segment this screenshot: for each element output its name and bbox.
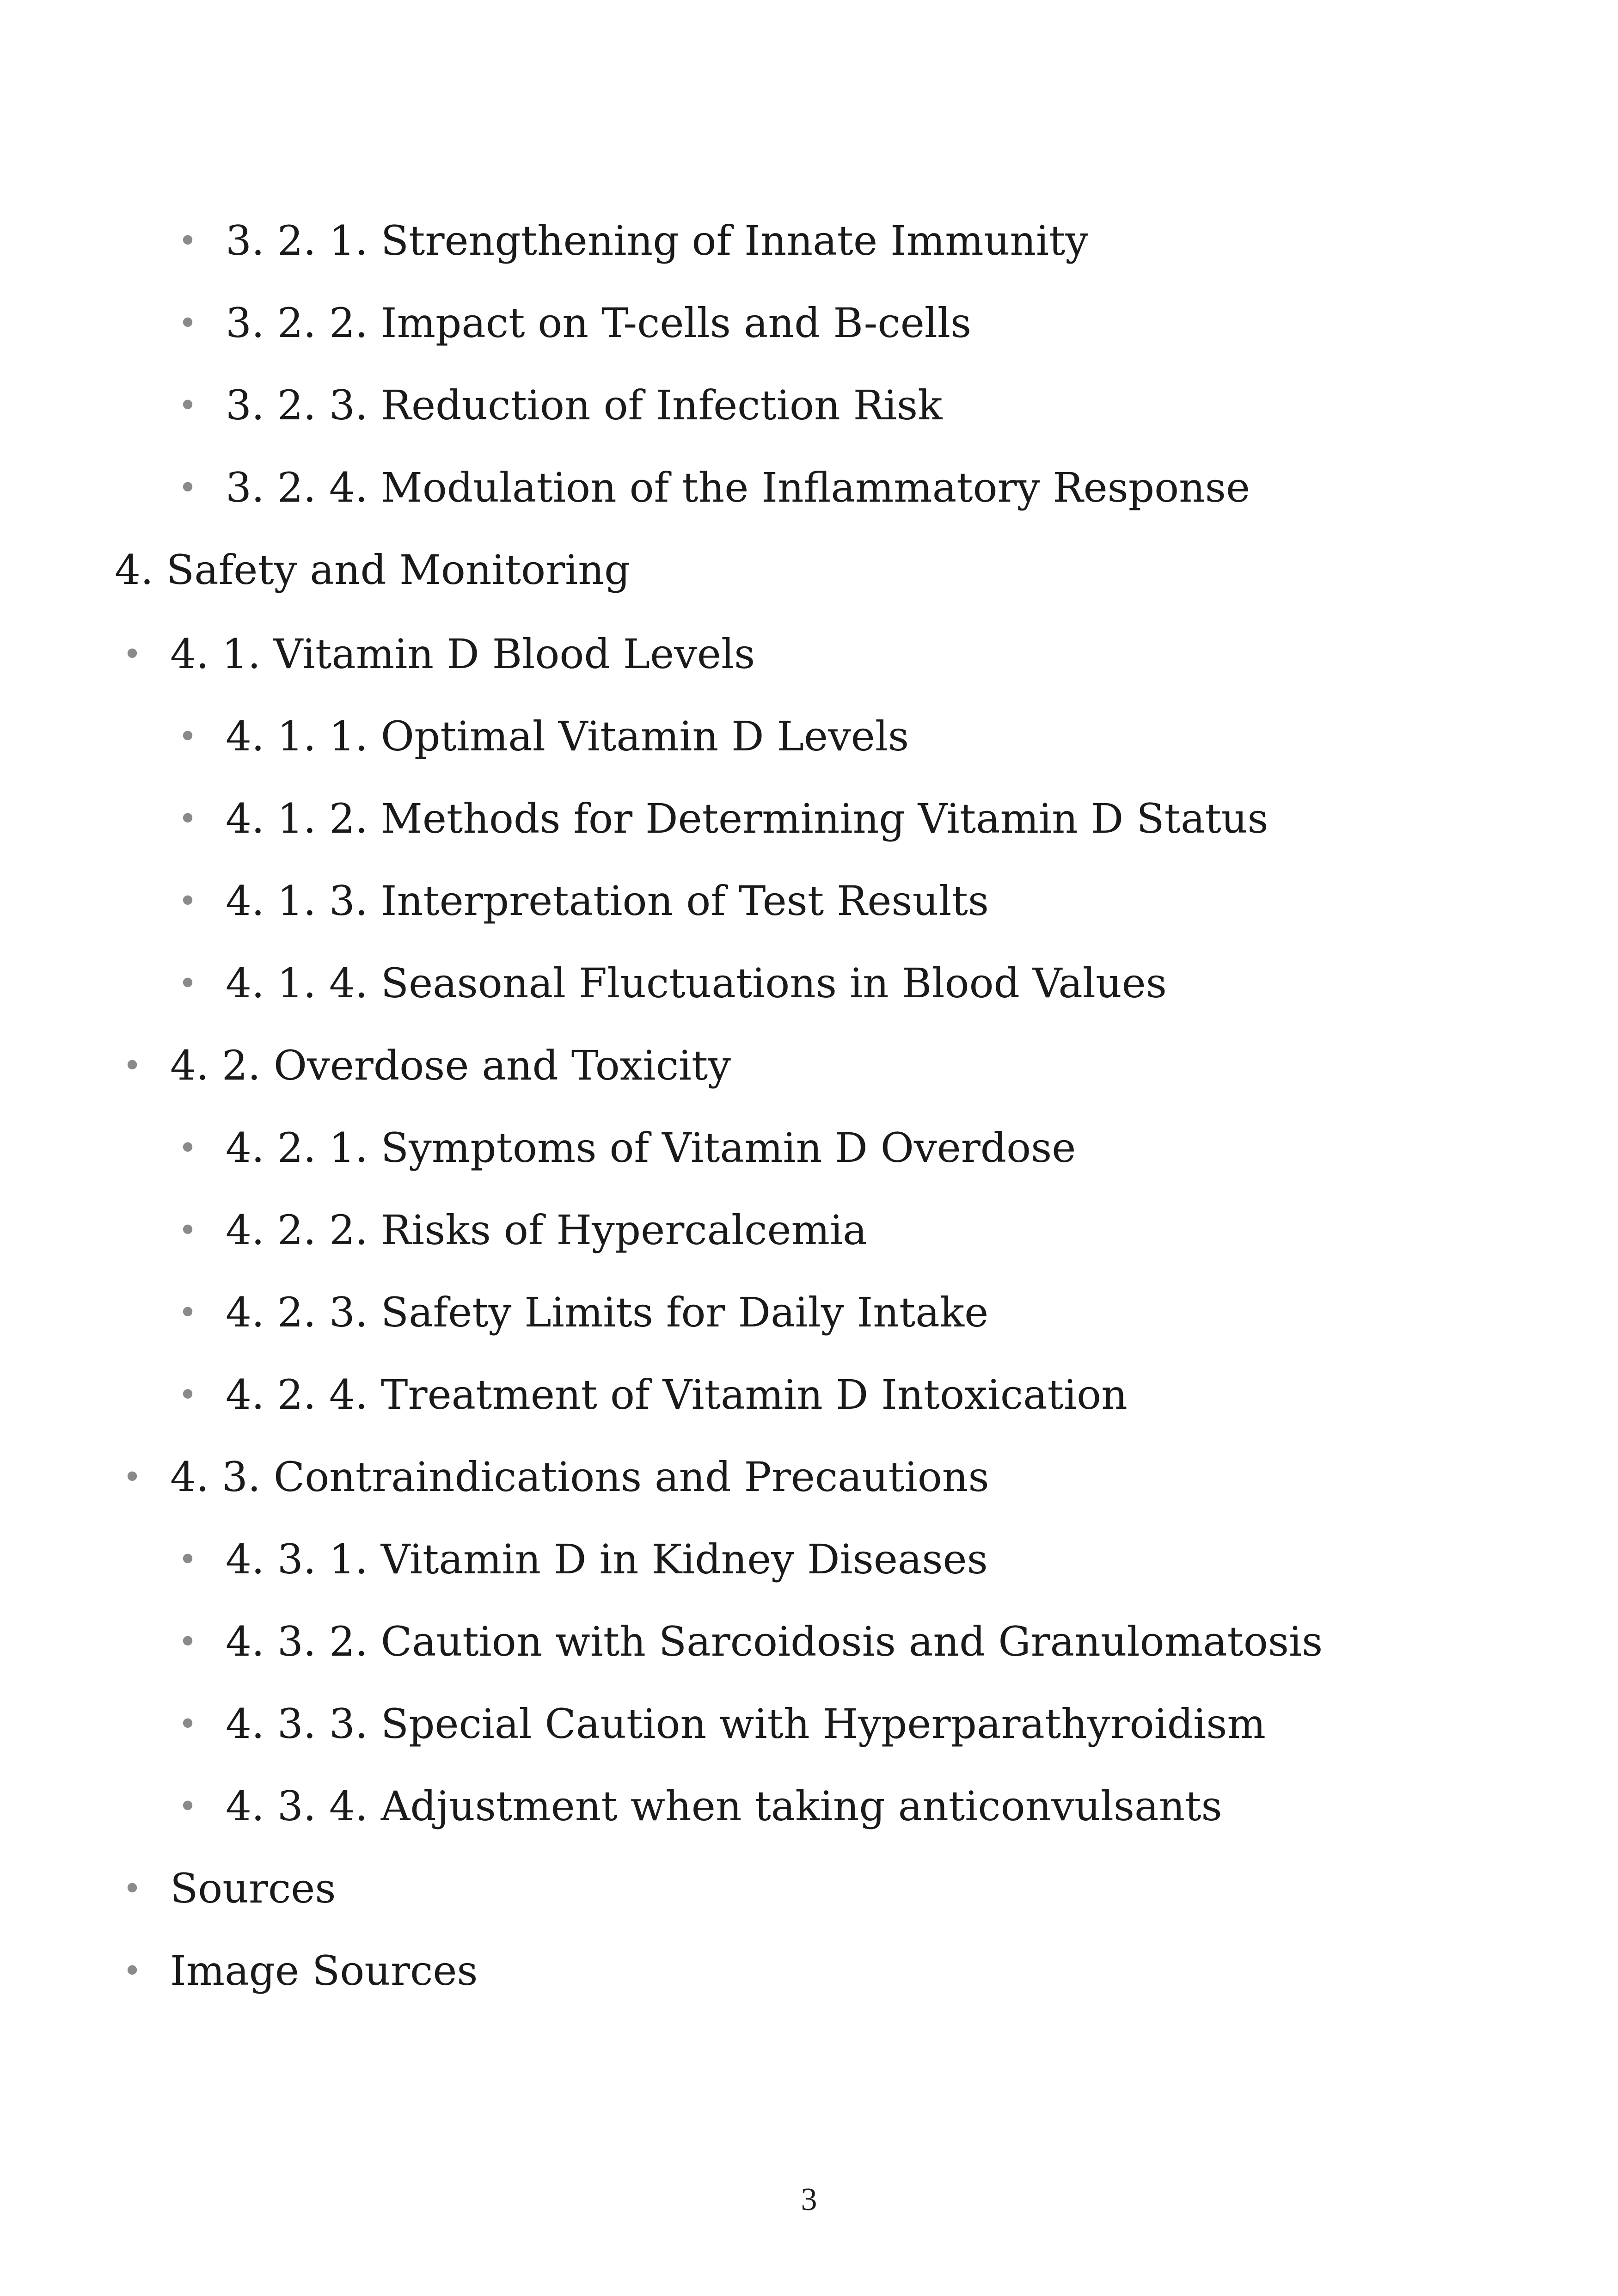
toc-entry-label: 4. 1. 2. Methods for Determining Vitamin D Status [226,795,1269,842]
toc-entry-label: Sources [170,1865,336,1912]
toc-entry-label: 3. 2. 1. Strengthening of Innate Immunity [226,217,1089,264]
toc-entry-label: 4. 2. 2. Risks of Hypercalcemia [226,1206,867,1254]
toc-entry-label: 4. 1. Vitamin D Blood Levels [170,630,755,678]
toc-entry-label: 4. 2. 4. Treatment of Vitamin D Intoxication [226,1371,1128,1418]
toc-entry[interactable] [0,613,1618,695]
toc-entry-label: 4. 2. Overdose and Toxicity [170,1042,731,1089]
toc-entry[interactable] [0,860,1618,942]
toc-entry[interactable] [0,200,1618,282]
toc-entry-label: 3. 2. 2. Impact on T-cells and B-cells [226,299,972,347]
toc-entry[interactable] [0,1354,1618,1436]
toc-entry[interactable] [0,1518,1618,1601]
bullet-icon: • [178,1705,197,1743]
bullet-icon: • [178,387,197,424]
bullet-icon: • [178,469,197,507]
toc-entry[interactable] [0,1436,1618,1518]
toc-entry[interactable] [0,778,1618,860]
bullet-icon: • [178,1129,197,1167]
bullet-icon: • [178,1541,197,1578]
toc-entry-label: 4. 3. 3. Special Caution with Hyperparathyroidism [226,1700,1266,1748]
bullet-icon: • [178,1376,197,1414]
bullet-icon: • [178,1623,197,1661]
bullet-icon: • [178,800,197,838]
bullet-icon: • [178,1294,197,1332]
toc-entry-label: 3. 2. 4. Modulation of the Inflammatory Response [226,464,1250,511]
page-number: 3 [801,2182,817,2217]
toc-entry[interactable] [0,1107,1618,1189]
toc-entry[interactable] [0,1025,1618,1107]
toc-entry-label: 4. 3. 1. Vitamin D in Kidney Diseases [226,1535,988,1583]
bullet-icon: • [123,1047,142,1085]
toc-entry-label: 4. 2. 3. Safety Limits for Daily Intake [226,1289,989,1336]
toc-entry-label: 4. 2. 1. Symptoms of Vitamin D Overdose [226,1124,1076,1172]
toc-entry[interactable] [0,529,1618,613]
bullet-icon: • [123,635,142,673]
toc-entry-label: 3. 2. 3. Reduction of Infection Risk [226,381,943,429]
toc-entry-label: 4. 3. Contraindications and Precautions [170,1453,989,1501]
toc-entry[interactable] [0,1765,1618,1848]
bullet-icon: • [123,1952,142,1990]
toc-entry[interactable] [0,1848,1618,1930]
toc-entry[interactable] [0,942,1618,1025]
toc-entry-label: 4. 3. 2. Caution with Sarcoidosis and Granulomatosis [226,1618,1323,1665]
toc-entry-label: Image Sources [170,1947,478,1995]
toc-entry[interactable] [0,695,1618,778]
toc-entry[interactable] [0,1271,1618,1354]
toc-entry-label: 4. 1. 1. Optimal Vitamin D Levels [226,712,909,760]
bullet-icon: • [178,882,197,920]
toc-entry-label: 4. 1. 4. Seasonal Fluctuations in Blood Values [226,959,1167,1007]
bullet-icon: • [178,718,197,755]
toc-entry-label: 4. 1. 3. Interpretation of Test Results [226,877,989,925]
toc-entry[interactable] [0,1189,1618,1271]
toc-entry[interactable] [0,1930,1618,2012]
toc-entry[interactable] [0,447,1618,529]
toc-entry-label: 4. Safety and Monitoring [115,546,631,594]
toc-entry[interactable] [0,1683,1618,1765]
bullet-icon: • [178,304,197,342]
bullet-icon: • [178,964,197,1002]
toc-entry[interactable] [0,364,1618,447]
bullet-icon: • [123,1870,142,1908]
bullet-icon: • [178,1211,197,1249]
bullet-icon: • [123,1458,142,1496]
bullet-icon: • [178,1787,197,1825]
table-of-contents [0,200,1618,2012]
toc-entry-label: 4. 3. 4. Adjustment when taking anticonvulsants [226,1782,1222,1830]
toc-entry[interactable] [0,1601,1618,1683]
bullet-icon: • [178,222,197,260]
toc-entry[interactable] [0,282,1618,364]
